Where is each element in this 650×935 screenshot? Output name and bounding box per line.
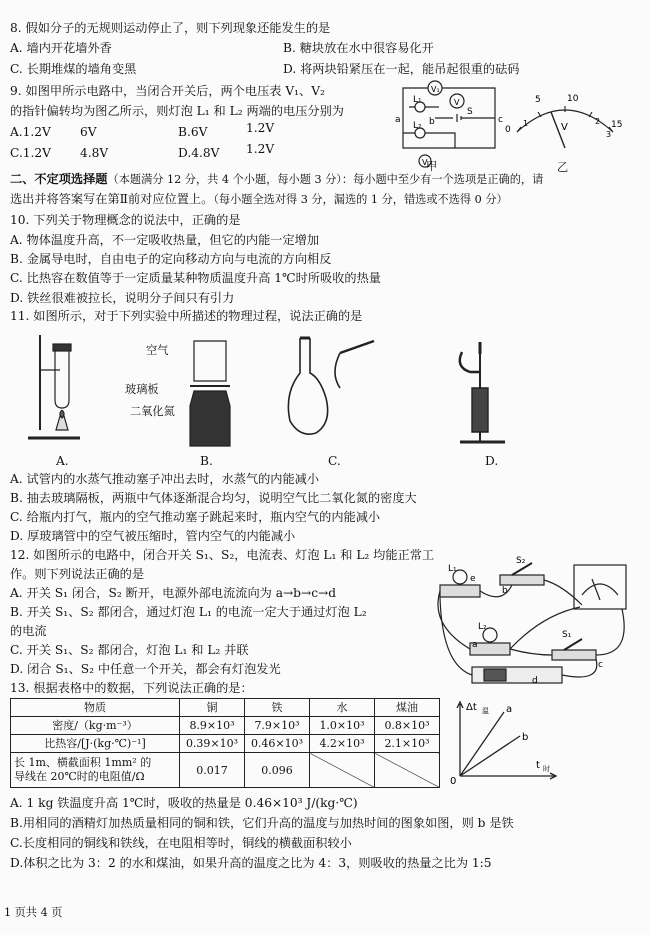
- table-cell: 0.017: [180, 753, 245, 788]
- table-cell: 密度/（kg·m⁻³）: [11, 717, 180, 735]
- table-cell: 0.096: [245, 753, 310, 788]
- table-cell-empty: [310, 753, 375, 788]
- q8-stem: 8. 假如分子的无规则运动停止了，则下列现象还能发生的是: [10, 21, 331, 35]
- table-cell: 1.0×10³: [310, 717, 375, 735]
- q9-stem-line1: 9. 如图甲所示电路中，当闭合开关后，两个电压表 V₁、V₂: [10, 84, 325, 98]
- q11-fig-b-label: B.: [200, 454, 213, 468]
- table-cell-resistance-label: [11, 753, 180, 788]
- q10-option-d: D. 铁丝很难被拉长，说明分子间只有引力: [10, 291, 235, 305]
- table-row: [11, 717, 440, 735]
- q13-temperature-time-graph: [448, 698, 568, 788]
- q8-option-a: A. 墙内开花墙外香: [10, 41, 112, 55]
- graph-line-b-label: b: [522, 732, 529, 743]
- q9-option-d-v1: D.4.8V: [178, 146, 220, 160]
- section2-note2: 选出并将答案写在第Ⅱ前对应位置上。: [10, 192, 214, 206]
- q13-stem: 13. 根据表格中的数据，下列说法正确的是：: [10, 681, 253, 695]
- table-cell: 4.2×10³: [310, 735, 375, 753]
- q9-dial-15: 15: [611, 120, 623, 130]
- q11-fig-b-no2: 二氧化氮: [130, 405, 175, 418]
- q9-s-label: S: [467, 107, 473, 117]
- graph-y-label: Δt: [466, 702, 477, 713]
- q9-v2-label: V: [454, 98, 460, 107]
- q13-data-table: [10, 698, 440, 788]
- q9-dial-10: 10: [567, 94, 579, 104]
- q13-option-a: A. 1 kg 铁温度升高 1℃时，吸收的热量是 0.46×10³ J/(kg·℃): [10, 796, 358, 810]
- q11-option-c: C. 给瓶内打气，瓶内的空气推动塞子跳起来时，瓶内空气的内能减小: [10, 510, 381, 524]
- q11-figure-d-piston: [450, 332, 535, 452]
- q12-s1-label: S₁: [562, 630, 572, 640]
- q13-option-b: B.用相同的酒精灯加热质量相同的铜和铁，它们升高的温度与加热时间的图象如图，则 b 是铁: [10, 816, 514, 830]
- q9-l1-label: L₁: [413, 95, 422, 105]
- q12-option-c: C. 开关 S₁、S₂ 都闭合，灯泡 L₁ 和 L₂ 并联: [10, 643, 249, 657]
- q11-option-b: B. 抽去玻璃隔板，两瓶中气体逐渐混合均匀，说明空气比二氧化氮的密度大: [10, 491, 417, 505]
- graph-line-b: [460, 736, 520, 776]
- q9-stem-line2: 的指针偏转均为图乙所示，则灯泡 L₁ 和 L₂ 两端的电压分别为: [10, 104, 344, 118]
- q11-option-d: D. 厚玻璃管中的空气被压缩时，管内空气的内能减小: [10, 529, 296, 543]
- q10-stem: 10. 下列关于物理概念的说法中，正确的是: [10, 213, 241, 227]
- q11-stem: 11. 如图所示，对于下列实验中所描述的物理过程，说法正确的是: [10, 309, 363, 323]
- q9-dial-1: 1: [523, 119, 529, 128]
- q12-option-b-line1: B. 开关 S₁、S₂ 都闭合，通过灯泡 L₁ 的电流一定大于通过灯泡 L₂: [10, 605, 367, 619]
- q10-option-a: A. 物体温度升高，不一定吸收热量，但它的内能一定增加: [10, 233, 320, 247]
- q11-fig-b-glass: 玻璃板: [125, 383, 159, 396]
- graph-x-label: t: [536, 760, 540, 771]
- resistance-label-line1: 长 1m、横截面积 1mm² 的: [14, 756, 152, 769]
- q11-figure-b-gas-jars: [180, 336, 240, 456]
- graph-line-a: [460, 712, 504, 776]
- q12-circuit-figure: [432, 555, 642, 695]
- q9-voltmeter-dial-yi: [505, 90, 625, 160]
- table-cell: 0.46×10³: [245, 735, 310, 753]
- graph-line-a-label: a: [506, 704, 513, 715]
- q9-option-d-v2: 1.2V: [246, 142, 275, 156]
- q8-option-b: B. 糖块放在水中很容易化开: [283, 41, 434, 55]
- table-header-cell: 物质: [11, 699, 180, 717]
- q8-option-d: D. 将两块铅紧压在一起，能吊起很重的砝码: [283, 62, 520, 76]
- section2-note3: （每小题全选对得 3 分，漏选的 1 分，错选或不选得 0 分）: [213, 193, 508, 206]
- q8-option-c: C. 长期堆煤的墙角变黑: [10, 62, 137, 76]
- section2-heading: [10, 172, 543, 187]
- q13-option-d: D.体积之比为 3：2 的水和煤油，如果升高的温度之比为 4：3，则吸收的热量之比为 1:5: [10, 856, 492, 870]
- q12-e-label: e: [470, 574, 476, 584]
- q9-l2-label: L₂: [413, 121, 422, 131]
- q12-option-a: A. 开关 S₁ 闭合，S₂ 断开，电源外部电流流向为 a→b→c→d: [10, 586, 337, 600]
- q12-s2-label: S₂: [516, 556, 526, 566]
- table-cell: 0.39×10³: [180, 735, 245, 753]
- q12-option-b-line2: 的电流: [10, 624, 47, 638]
- q12-option-d: D. 闭合 S₁、S₂ 中任意一个开关，都会有灯泡发光: [10, 662, 281, 676]
- q9-a-label: a: [395, 115, 401, 125]
- q13-option-c: C.长度相同的铜线和铁线，在电阻相等时，铜线的横截面积较小: [10, 836, 352, 850]
- q11-figure-c-flask: [270, 333, 380, 453]
- page-footer: 1 页共 4 页: [4, 906, 63, 919]
- q9-dial-unit: V: [561, 122, 568, 133]
- table-row: [11, 753, 440, 788]
- q11-fig-b-air: 空气: [146, 344, 169, 357]
- q9-circuit-diagram-jia: [395, 78, 505, 170]
- graph-y-sub: 温: [482, 707, 489, 715]
- q12-l2-label: L₂: [478, 622, 487, 632]
- q12-stem-line2: 作。则下列说法正确的是: [10, 567, 145, 581]
- section2-note1: （本题满分 12 分，共 4 个小题，每小题 3 分）：每小题中至少有一个选项是正确的，请: [107, 173, 544, 186]
- table-header-cell: 煤油: [375, 699, 440, 717]
- q10-option-b: B. 金属导电时，自由电子的定向移动方向与电流的方向相反: [10, 252, 332, 266]
- graph-origin: 0: [450, 776, 457, 787]
- q9-c-label: c: [498, 115, 503, 125]
- graph-x-sub: 时: [543, 765, 550, 773]
- q9-option-a-v2: 6V: [80, 125, 97, 139]
- q9-fig-jia-caption: 甲: [426, 160, 438, 173]
- q11-fig-a-label: A.: [56, 454, 69, 468]
- table-cell: 7.9×10³: [245, 717, 310, 735]
- table-cell: 0.8×10³: [375, 717, 440, 735]
- q9-option-c-v2: 4.8V: [80, 146, 109, 160]
- table-header-row: [11, 699, 440, 717]
- q9-dial-3: 3: [606, 130, 612, 139]
- section2-title: 二、不定项选择题: [10, 172, 108, 186]
- table-header-cell: 水: [310, 699, 375, 717]
- table-row: [11, 735, 440, 753]
- q9-option-c-v1: C.1.2V: [10, 146, 51, 160]
- table-cell: 比热容/[J·(kg·℃)⁻¹]: [11, 735, 180, 753]
- section2-note-line2: [10, 192, 508, 207]
- q9-dial-0: 0: [505, 125, 511, 135]
- q9-option-a-v1: A.1.2V: [10, 125, 51, 139]
- q11-figure-a-test-tube: [20, 330, 100, 450]
- q12-a-label: a: [472, 640, 478, 650]
- q9-b-label: b: [429, 117, 435, 127]
- table-cell: 2.1×10³: [375, 735, 440, 753]
- q11-fig-c-label: C.: [328, 454, 341, 468]
- q12-d-label: d: [532, 676, 538, 686]
- table-header-cell: 铁: [245, 699, 310, 717]
- table-cell: 8.9×10³: [180, 717, 245, 735]
- q9-option-b-v1: B.6V: [178, 125, 208, 139]
- q9-dial-5: 5: [535, 95, 541, 105]
- q12-stem-line1: 12. 如图所示的电路中，闭合开关 S₁、S₂，电流表、灯泡 L₁ 和 L₂ 均能正常工: [10, 548, 435, 562]
- resistance-label-line2: 导线在 20℃时的电阻值/Ω: [14, 770, 145, 783]
- q9-v-label: V: [422, 158, 428, 167]
- q9-v1-label: V₁: [431, 85, 440, 94]
- q10-option-c: C. 比热容在数值等于一定质量某种物质温度升高 1℃时所吸收的热量: [10, 271, 381, 285]
- table-header-cell: 铜: [180, 699, 245, 717]
- q9-dial-2: 2: [595, 117, 601, 126]
- q12-b-label: b: [502, 586, 508, 596]
- q11-fig-d-label: D.: [485, 454, 499, 468]
- table-cell-empty: [375, 753, 440, 788]
- q9-option-b-v2: 1.2V: [246, 121, 275, 135]
- q12-l1-label: L₁: [448, 564, 457, 574]
- q9-fig-yi-caption: 乙: [557, 161, 569, 174]
- q12-c-label: c: [598, 660, 603, 670]
- q11-option-a: A. 试管内的水蒸气推动塞子冲出去时，水蒸气的内能减小: [10, 472, 320, 486]
